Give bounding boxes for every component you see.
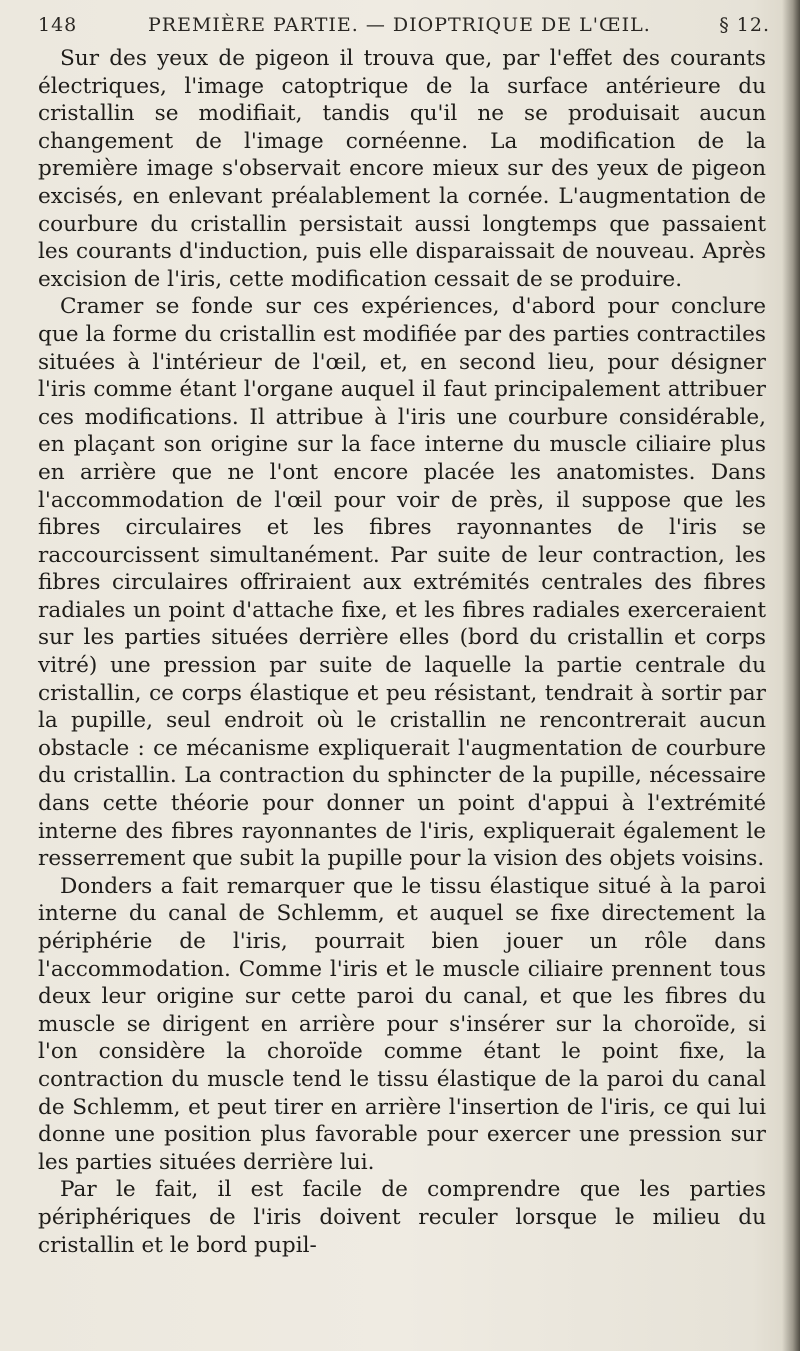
paragraph-1: Sur des yeux de pigeon il trouva que, par l'effet des courants électriques, l'image catoptrique de la surface antérieure du cristallin se modifiait, tandis qu'il ne se produisait aucun changement de l'image cornéenne. La modification de la première image s'observait encore mieux sur des yeux de pigeon excisés, en enlevant préalablement la cornée. L'augmentation de courbure du cristallin persistait aussi longtemps que passaient les courants d'induction, puis elle disparaissait de nouveau. Après excision de l'iris, cette modification cessait de se produire. bbox=[38, 46, 766, 292]
page-edge-shadow bbox=[782, 0, 800, 1351]
section-mark: § 12. bbox=[719, 14, 770, 36]
paragraph-3: Donders a fait remarquer que le tissu élastique situé à la paroi interne du canal de Schlemm, et auquel se fixe directement la périphérie de l'iris, pourrait bien jouer un rôle dans l'accommodation. Comme l'iris et le muscle ciliaire prennent tous deux leur origine sur cette paroi du canal, et que les fibres du muscle se dirigent en arrière pour s'insérer sur la choroïde, si l'on considère la choroïde comme étant le point fixe, la contraction du muscle tend le tissu élastique de la paroi du canal de Schlemm, et peut tirer en arrière l'insertion de l'iris, ce qui lui donne une position plus favorable pour exercer une pression sur les parties situées derrière lui. bbox=[38, 873, 766, 1175]
paragraph-2: Cramer se fonde sur ces expériences, d'abord pour conclure que la forme du cristallin est modifiée par des parties contractiles situées à l'intérieur de l'œil, et, en second lieu, pour désigner l'iris comme étant l'organe auquel il faut principalement attribuer ces modifications. Il attribue à l'iris une courbure considérable, en plaçant son origine sur la face interne du muscle ciliaire plus en arrière que ne l'ont encore placée les anatomistes. Dans l'accommodation de l'œil pour voir de près, il suppose que les fibres circulaires et les fibres rayonnantes de l'iris se raccourcissent simultanément. Par suite de leur contraction, les fibres circulaires offriraient aux extrémités centrales des fibres radiales un point d'attache fixe, et les fibres radiales exerceraient sur les parties situées derrière elles (bord du cristallin et corps vitré) une pression par suite de laquelle la partie centrale du cristallin, ce corps élastique et peu résistant, tendrait à sortir par la pupille, seul endroit où le cristallin ne rencontrerait aucun obstacle : ce mécanisme expliquerait l'augmentation de courbure du cristallin. La contraction du sphincter de la pupille, nécessaire dans cette théorie pour donner un point d'appui à l'extrémité interne des fibres rayonnantes de l'iris, expliquerait également le resserrement que subit la pupille pour la vision des objets voisins. bbox=[38, 294, 766, 872]
running-title: PREMIÈRE PARTIE. — DIOPTRIQUE DE L'ŒIL. bbox=[148, 14, 651, 36]
paragraph-4: Par le fait, il est facile de comprendre que les parties périphériques de l'iris doivent reculer lorsque le milieu du cristallin et le bord pupil- bbox=[38, 1177, 766, 1258]
page-number: 148 bbox=[38, 14, 78, 36]
body-text bbox=[38, 45, 766, 1259]
running-header bbox=[38, 14, 770, 42]
